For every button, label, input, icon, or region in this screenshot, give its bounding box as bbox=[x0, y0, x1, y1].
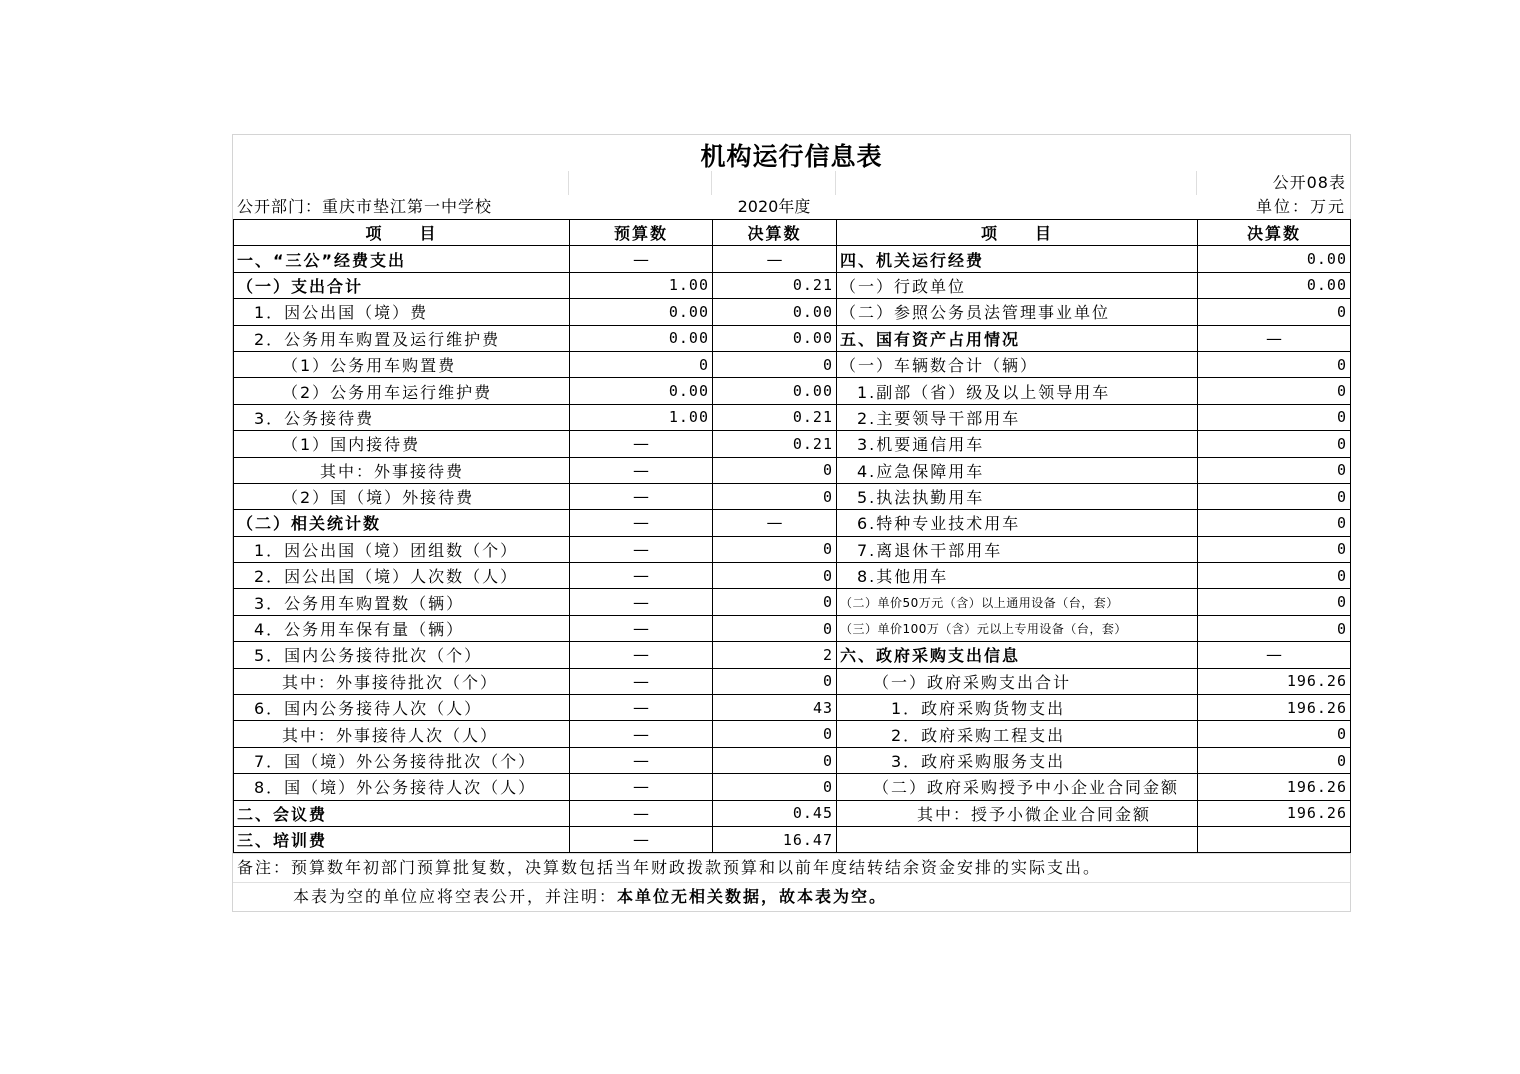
left-final-cell: 0.21 bbox=[713, 272, 837, 298]
table-row bbox=[234, 826, 1351, 852]
left-item-cell: 一、“三公”经费支出 bbox=[234, 246, 570, 272]
right-final-cell: 0.00 bbox=[1198, 246, 1351, 272]
left-final-cell: 0.45 bbox=[713, 800, 837, 826]
right-final-cell: 0 bbox=[1198, 615, 1351, 641]
table-row bbox=[234, 457, 1351, 483]
left-budget-cell: — bbox=[570, 668, 713, 694]
left-budget-cell: — bbox=[570, 774, 713, 800]
right-item-cell: 5.执法执勤用车 bbox=[837, 483, 1198, 509]
left-budget-cell: — bbox=[570, 431, 713, 457]
left-budget-cell: — bbox=[570, 510, 713, 536]
header-left-item: 项 目 bbox=[234, 220, 570, 246]
header-left-final: 决算数 bbox=[713, 220, 837, 246]
left-final-cell: 0 bbox=[713, 668, 837, 694]
table-row bbox=[234, 774, 1351, 800]
right-item-cell bbox=[837, 826, 1198, 852]
left-item-cell: （一）支出合计 bbox=[234, 272, 570, 298]
table-row bbox=[234, 668, 1351, 694]
left-final-cell: 0.00 bbox=[713, 299, 837, 325]
right-final-cell: 0 bbox=[1198, 510, 1351, 536]
table-row bbox=[234, 642, 1351, 668]
left-item-cell: 其中：外事接待批次（个） bbox=[234, 668, 570, 694]
left-item-cell: 其中：外事接待费 bbox=[234, 457, 570, 483]
table-header-row bbox=[234, 220, 1351, 246]
left-budget-cell: — bbox=[570, 800, 713, 826]
table-row bbox=[234, 747, 1351, 773]
left-budget-cell: — bbox=[570, 695, 713, 721]
right-final-cell: 0 bbox=[1198, 431, 1351, 457]
left-final-cell: 0.21 bbox=[713, 431, 837, 457]
department-row bbox=[233, 195, 1350, 219]
spacer-cell bbox=[233, 171, 569, 195]
left-item-cell: （二）相关统计数 bbox=[234, 510, 570, 536]
table-row bbox=[234, 351, 1351, 377]
right-item-cell: 六、政府采购支出信息 bbox=[837, 642, 1198, 668]
page-title: 机构运行信息表 bbox=[700, 142, 883, 171]
left-budget-cell: 1.00 bbox=[570, 272, 713, 298]
left-item-cell: 2．公务用车购置及运行维护费 bbox=[234, 325, 570, 351]
right-final-cell: 0.00 bbox=[1198, 272, 1351, 298]
right-final-cell: 196.26 bbox=[1198, 668, 1351, 694]
right-final-cell: — bbox=[1198, 642, 1351, 668]
left-budget-cell: 0.00 bbox=[570, 378, 713, 404]
table-row bbox=[234, 483, 1351, 509]
note-1: 备注：预算数年初部门预算批复数，决算数包括当年财政拨款预算和以前年度结转结余资金安排的实际支出。 bbox=[233, 853, 1350, 882]
left-budget-cell: — bbox=[570, 747, 713, 773]
left-final-cell: 0.21 bbox=[713, 404, 837, 430]
spacer-cell bbox=[836, 171, 1197, 195]
right-final-cell: 0 bbox=[1198, 483, 1351, 509]
note-2 bbox=[233, 882, 1350, 911]
header-right-final: 决算数 bbox=[1198, 220, 1351, 246]
right-item-cell: 其中：授予小微企业合同金额 bbox=[837, 800, 1198, 826]
left-item-cell: 3．公务用车购置数（辆） bbox=[234, 589, 570, 615]
left-item-cell: （1）公务用车购置费 bbox=[234, 351, 570, 377]
table-row bbox=[234, 536, 1351, 562]
right-item-cell: （一）行政单位 bbox=[837, 272, 1198, 298]
right-final-cell: 0 bbox=[1198, 457, 1351, 483]
left-item-cell: 5．国内公务接待批次（个） bbox=[234, 642, 570, 668]
right-final-cell: 0 bbox=[1198, 299, 1351, 325]
table-number-row bbox=[233, 171, 1350, 195]
left-final-cell: 0 bbox=[713, 747, 837, 773]
right-item-cell: 1．政府采购货物支出 bbox=[837, 695, 1198, 721]
left-final-cell: 0 bbox=[713, 457, 837, 483]
right-final-cell: 0 bbox=[1198, 404, 1351, 430]
left-budget-cell: — bbox=[570, 563, 713, 589]
table-row bbox=[234, 800, 1351, 826]
notes bbox=[233, 853, 1350, 911]
table-row bbox=[234, 563, 1351, 589]
table-number: 公开08表 bbox=[1272, 173, 1346, 192]
header-right-item: 项 目 bbox=[837, 220, 1198, 246]
right-item-cell: （二）参照公务员法管理事业单位 bbox=[837, 299, 1198, 325]
left-budget-cell: — bbox=[570, 642, 713, 668]
right-item-cell: 7.离退休干部用车 bbox=[837, 536, 1198, 562]
left-final-cell: 0 bbox=[713, 536, 837, 562]
note-2-emphasis: 本单位无相关数据，故本表为空。 bbox=[617, 887, 888, 907]
note-2-prefix: 本表为空的单位应将空表公开，并注明： bbox=[293, 887, 618, 907]
right-item-cell: 五、国有资产占用情况 bbox=[837, 325, 1198, 351]
left-final-cell: 0 bbox=[713, 563, 837, 589]
table-row bbox=[234, 325, 1351, 351]
right-final-cell: 196.26 bbox=[1198, 774, 1351, 800]
unit-label: 单位：万元 bbox=[1255, 197, 1346, 216]
left-item-cell: （1）国内接待费 bbox=[234, 431, 570, 457]
report-sheet bbox=[232, 134, 1351, 912]
left-final-cell: 0 bbox=[713, 721, 837, 747]
left-item-cell: （2）公务用车运行维护费 bbox=[234, 378, 570, 404]
left-budget-cell: — bbox=[570, 483, 713, 509]
right-final-cell bbox=[1198, 826, 1351, 852]
table-row bbox=[234, 721, 1351, 747]
left-budget-cell: — bbox=[570, 536, 713, 562]
left-budget-cell: — bbox=[570, 615, 713, 641]
right-final-cell: 0 bbox=[1198, 747, 1351, 773]
right-final-cell: 196.26 bbox=[1198, 800, 1351, 826]
right-item-cell: 3．政府采购服务支出 bbox=[837, 747, 1198, 773]
info-table bbox=[233, 219, 1351, 853]
left-item-cell: 4．公务用车保有量（辆） bbox=[234, 615, 570, 641]
spacer-cell bbox=[569, 171, 712, 195]
left-item-cell: 三、培训费 bbox=[234, 826, 570, 852]
left-budget-cell: 0.00 bbox=[570, 299, 713, 325]
left-budget-cell: 1.00 bbox=[570, 404, 713, 430]
left-item-cell: 1．因公出国（境）费 bbox=[234, 299, 570, 325]
left-final-cell: 0 bbox=[713, 483, 837, 509]
left-budget-cell: — bbox=[570, 246, 713, 272]
table-row bbox=[234, 378, 1351, 404]
title-bar bbox=[233, 135, 1350, 171]
left-item-cell: （2）国（境）外接待费 bbox=[234, 483, 570, 509]
right-item-cell: 2．政府采购工程支出 bbox=[837, 721, 1198, 747]
left-item-cell: 7．国（境）外公务接待批次（个） bbox=[234, 747, 570, 773]
right-item-cell: 8.其他用车 bbox=[837, 563, 1198, 589]
right-item-cell: （一）车辆数合计（辆） bbox=[837, 351, 1198, 377]
table-row bbox=[234, 510, 1351, 536]
left-item-cell: 6．国内公务接待人次（人） bbox=[234, 695, 570, 721]
right-item-cell: （二）单价50万元（含）以上通用设备（台，套） bbox=[837, 589, 1198, 615]
left-final-cell: 43 bbox=[713, 695, 837, 721]
left-final-cell: 2 bbox=[713, 642, 837, 668]
left-budget-cell: — bbox=[570, 721, 713, 747]
header-left-budget: 预算数 bbox=[570, 220, 713, 246]
left-item-cell: 8．国（境）外公务接待人次（人） bbox=[234, 774, 570, 800]
left-item-cell: 二、会议费 bbox=[234, 800, 570, 826]
right-final-cell: 196.26 bbox=[1198, 695, 1351, 721]
right-item-cell: 3.机要通信用车 bbox=[837, 431, 1198, 457]
left-final-cell: 0 bbox=[713, 615, 837, 641]
right-item-cell: 6.特种专业技术用车 bbox=[837, 510, 1198, 536]
right-item-cell: （一）政府采购支出合计 bbox=[837, 668, 1198, 694]
table-row bbox=[234, 431, 1351, 457]
left-final-cell: 0 bbox=[713, 589, 837, 615]
left-budget-cell: — bbox=[570, 826, 713, 852]
right-final-cell: 0 bbox=[1198, 563, 1351, 589]
department-label: 公开部门：重庆市垫江第一中学校 bbox=[237, 197, 493, 216]
right-item-cell: （三）单价100万（含）元以上专用设备（台，套） bbox=[837, 615, 1198, 641]
right-item-cell: 4.应急保障用车 bbox=[837, 457, 1198, 483]
left-final-cell: 0 bbox=[713, 774, 837, 800]
table-row bbox=[234, 246, 1351, 272]
left-item-cell: 2．因公出国（境）人次数（人） bbox=[234, 563, 570, 589]
table-row bbox=[234, 299, 1351, 325]
left-budget-cell: 0 bbox=[570, 351, 713, 377]
table-row bbox=[234, 404, 1351, 430]
left-final-cell: — bbox=[713, 510, 837, 536]
right-final-cell: 0 bbox=[1198, 378, 1351, 404]
table-row bbox=[234, 695, 1351, 721]
left-item-cell: 1．因公出国（境）团组数（个） bbox=[234, 536, 570, 562]
left-item-cell: 3．公务接待费 bbox=[234, 404, 570, 430]
right-final-cell: 0 bbox=[1198, 589, 1351, 615]
left-budget-cell: 0.00 bbox=[570, 325, 713, 351]
right-final-cell: 0 bbox=[1198, 351, 1351, 377]
table-row bbox=[234, 272, 1351, 298]
spacer-cell bbox=[712, 171, 836, 195]
right-item-cell: 2.主要领导干部用车 bbox=[837, 404, 1198, 430]
right-item-cell: 四、机关运行经费 bbox=[837, 246, 1198, 272]
left-final-cell: 0.00 bbox=[713, 325, 837, 351]
right-final-cell: — bbox=[1198, 325, 1351, 351]
right-final-cell: 0 bbox=[1198, 536, 1351, 562]
left-item-cell: 其中：外事接待人次（人） bbox=[234, 721, 570, 747]
right-item-cell: 1.副部（省）级及以上领导用车 bbox=[837, 378, 1198, 404]
left-final-cell: 16.47 bbox=[713, 826, 837, 852]
fiscal-year: 2020年度 bbox=[737, 197, 811, 216]
left-final-cell: 0.00 bbox=[713, 378, 837, 404]
left-budget-cell: — bbox=[570, 457, 713, 483]
right-item-cell: （二）政府采购授予中小企业合同金额 bbox=[837, 774, 1198, 800]
left-final-cell: 0 bbox=[713, 351, 837, 377]
left-final-cell: — bbox=[713, 246, 837, 272]
table-row bbox=[234, 615, 1351, 641]
left-budget-cell: — bbox=[570, 589, 713, 615]
right-final-cell: 0 bbox=[1198, 721, 1351, 747]
table-row bbox=[234, 589, 1351, 615]
